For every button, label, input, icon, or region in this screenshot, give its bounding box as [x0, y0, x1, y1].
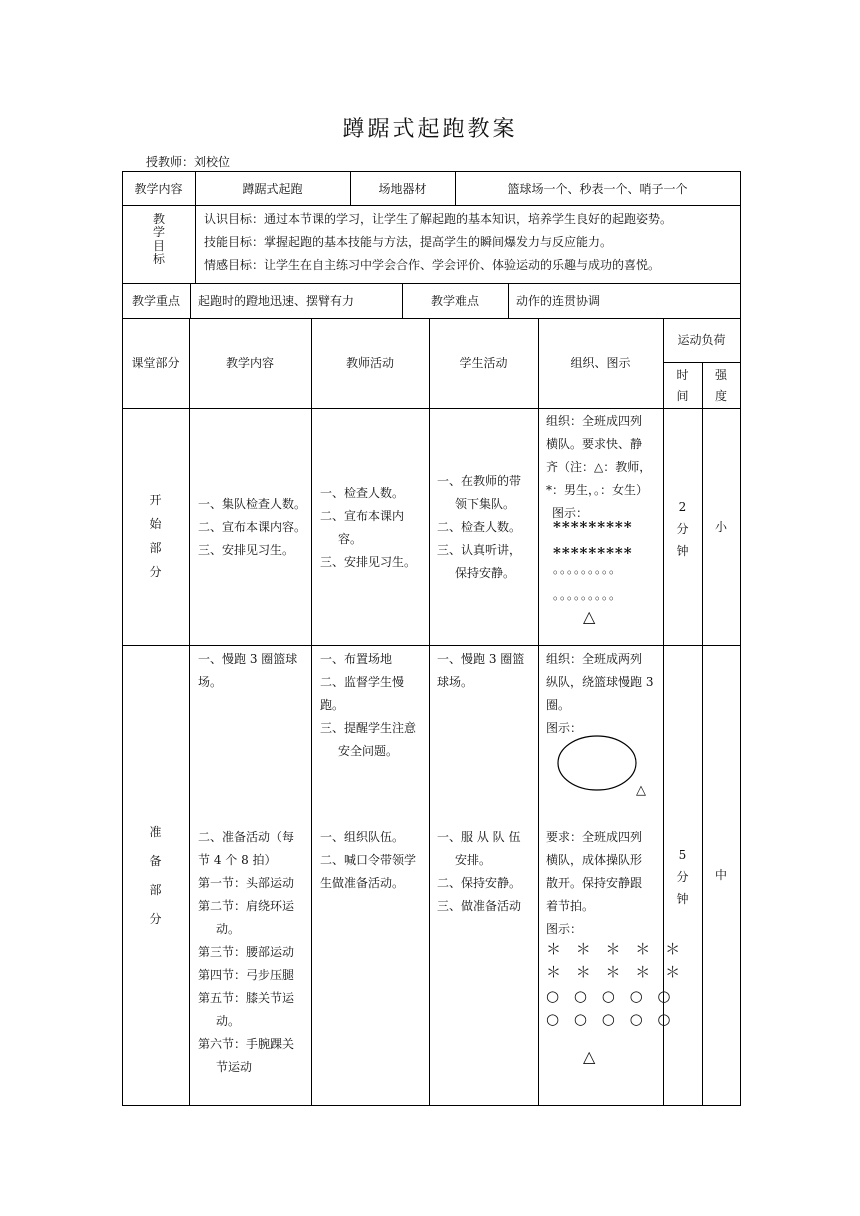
header-intensity: 强 度	[714, 368, 727, 403]
goal-cognitive: 认识目标：通过本节课的学习，让学生了解起跑的基本知识，培养学生良好的起跑姿势。	[204, 212, 673, 226]
header-org: 组织、图示	[570, 356, 631, 370]
equipment-value: 篮球场一个、秒表一个、哨子一个	[507, 182, 688, 196]
prep-student-b: 一、服 从 队 伍 安排。 二、保持安静。 三、做准备活动	[437, 830, 522, 913]
goals-label: 教 学 目 标	[152, 212, 165, 267]
header-part: 课堂部分	[131, 356, 180, 370]
start-content: 一、集队检查人数。 二、宣布本课内容。 三、安排见习生。	[198, 497, 307, 557]
prep-org-a: 组织：全班成两列 纵队，绕篮球慢跑 3 圈。 图示：	[546, 652, 654, 735]
prep-girls-row: ○ ○ ○ ○ ○	[546, 986, 676, 1005]
prep-content-jog: 一、慢跑 3 圈篮球 场。	[198, 652, 298, 689]
prep-girls-row: ○ ○ ○ ○ ○	[546, 1009, 676, 1028]
prep-org-triangle: △	[636, 783, 646, 798]
header-teacher: 教师活动	[345, 356, 394, 370]
goal-emotion: 情感目标：让学生在自主练习中学会合作、学会评价、体验运动的乐趣与成功的喜悦。	[204, 258, 661, 272]
prep-intensity: 中	[714, 868, 727, 882]
header-content: 教学内容	[225, 356, 274, 370]
start-time: 2 分 钟	[676, 500, 689, 558]
prep-teacher-a: 一、布置场地 二、监督学生慢 跑。 三、提醒学生注意 安全问题。	[320, 652, 417, 758]
prep-content-warmup: 二、准备活动（每 节 4 个 8 拍） 第一节：头部运动 第二节：肩绕环运 动。 第三节：腰部运动 第四节：弓步压腿 第五节：膝关节运 动。 第六节：手腕踝关 节运动	[198, 830, 295, 1074]
key-point-value: 起跑时的蹬地迅速、摆臂有力	[198, 294, 355, 308]
start-teacher: 一、检查人数。 二、宣布本课内 容。 三、安排见习生。	[320, 486, 417, 569]
prep-time: 5 分 钟	[676, 848, 689, 906]
content-label: 教学内容	[134, 182, 183, 196]
difficulty-label: 教学难点	[430, 294, 479, 308]
prep-teacher-b: 一、组织队伍。 二、喊口令带领学 生做准备活动。	[320, 830, 417, 890]
header-time: 时 间	[676, 368, 689, 403]
content-value: 蹲踞式起跑	[242, 182, 303, 196]
start-part-label: 开 始 部 分	[149, 493, 162, 579]
header-load: 运动负荷	[677, 333, 726, 347]
difficulty-value: 动作的连贯协调	[516, 294, 601, 308]
teacher-name: 授教师：刘校位	[146, 155, 231, 169]
header-student: 学生活动	[459, 356, 508, 370]
start-org-text: 组织：全班成四列 横队。要求快、静 齐（注：△：教师， *：男生，。：女生） 图示：	[546, 414, 652, 520]
goal-skill: 技能目标：掌握起跑的基本技能与方法，提高学生的瞬间爆发力与反应能力。	[204, 235, 613, 249]
key-point-label: 教学重点	[131, 294, 180, 308]
page-title: 蹲踞式起跑教案	[342, 117, 518, 142]
prep-teacher-triangle: △	[583, 1047, 596, 1066]
goals-list	[204, 208, 672, 277]
jog-track-oval	[556, 734, 640, 792]
start-teacher-triangle: △	[583, 607, 596, 626]
equipment-label: 场地器材	[378, 182, 427, 196]
start-formation-boys: ********* *********	[553, 518, 633, 562]
start-intensity: 小	[714, 520, 727, 534]
start-formation-girls: 。。。。。。。。。 。。。。。。。。。	[553, 562, 623, 603]
prep-org-b: 要求：全班成四列 横队，成体操队形 散开。保持安静跟 着节拍。 图示：	[546, 830, 643, 936]
prep-boys-row: ＊ ＊ ＊ ＊ ＊	[546, 940, 686, 958]
prep-formation	[546, 938, 685, 1031]
prep-part-label: 准 备 部 分	[149, 825, 162, 926]
start-student: 一、在教师的带 领下集队。 二、检查人数。 三、认真听讲， 保持安静。	[437, 474, 522, 580]
prep-boys-row: ＊ ＊ ＊ ＊ ＊	[546, 963, 686, 982]
prep-student-a: 一、慢跑 3 圈篮 球场。	[437, 652, 525, 689]
